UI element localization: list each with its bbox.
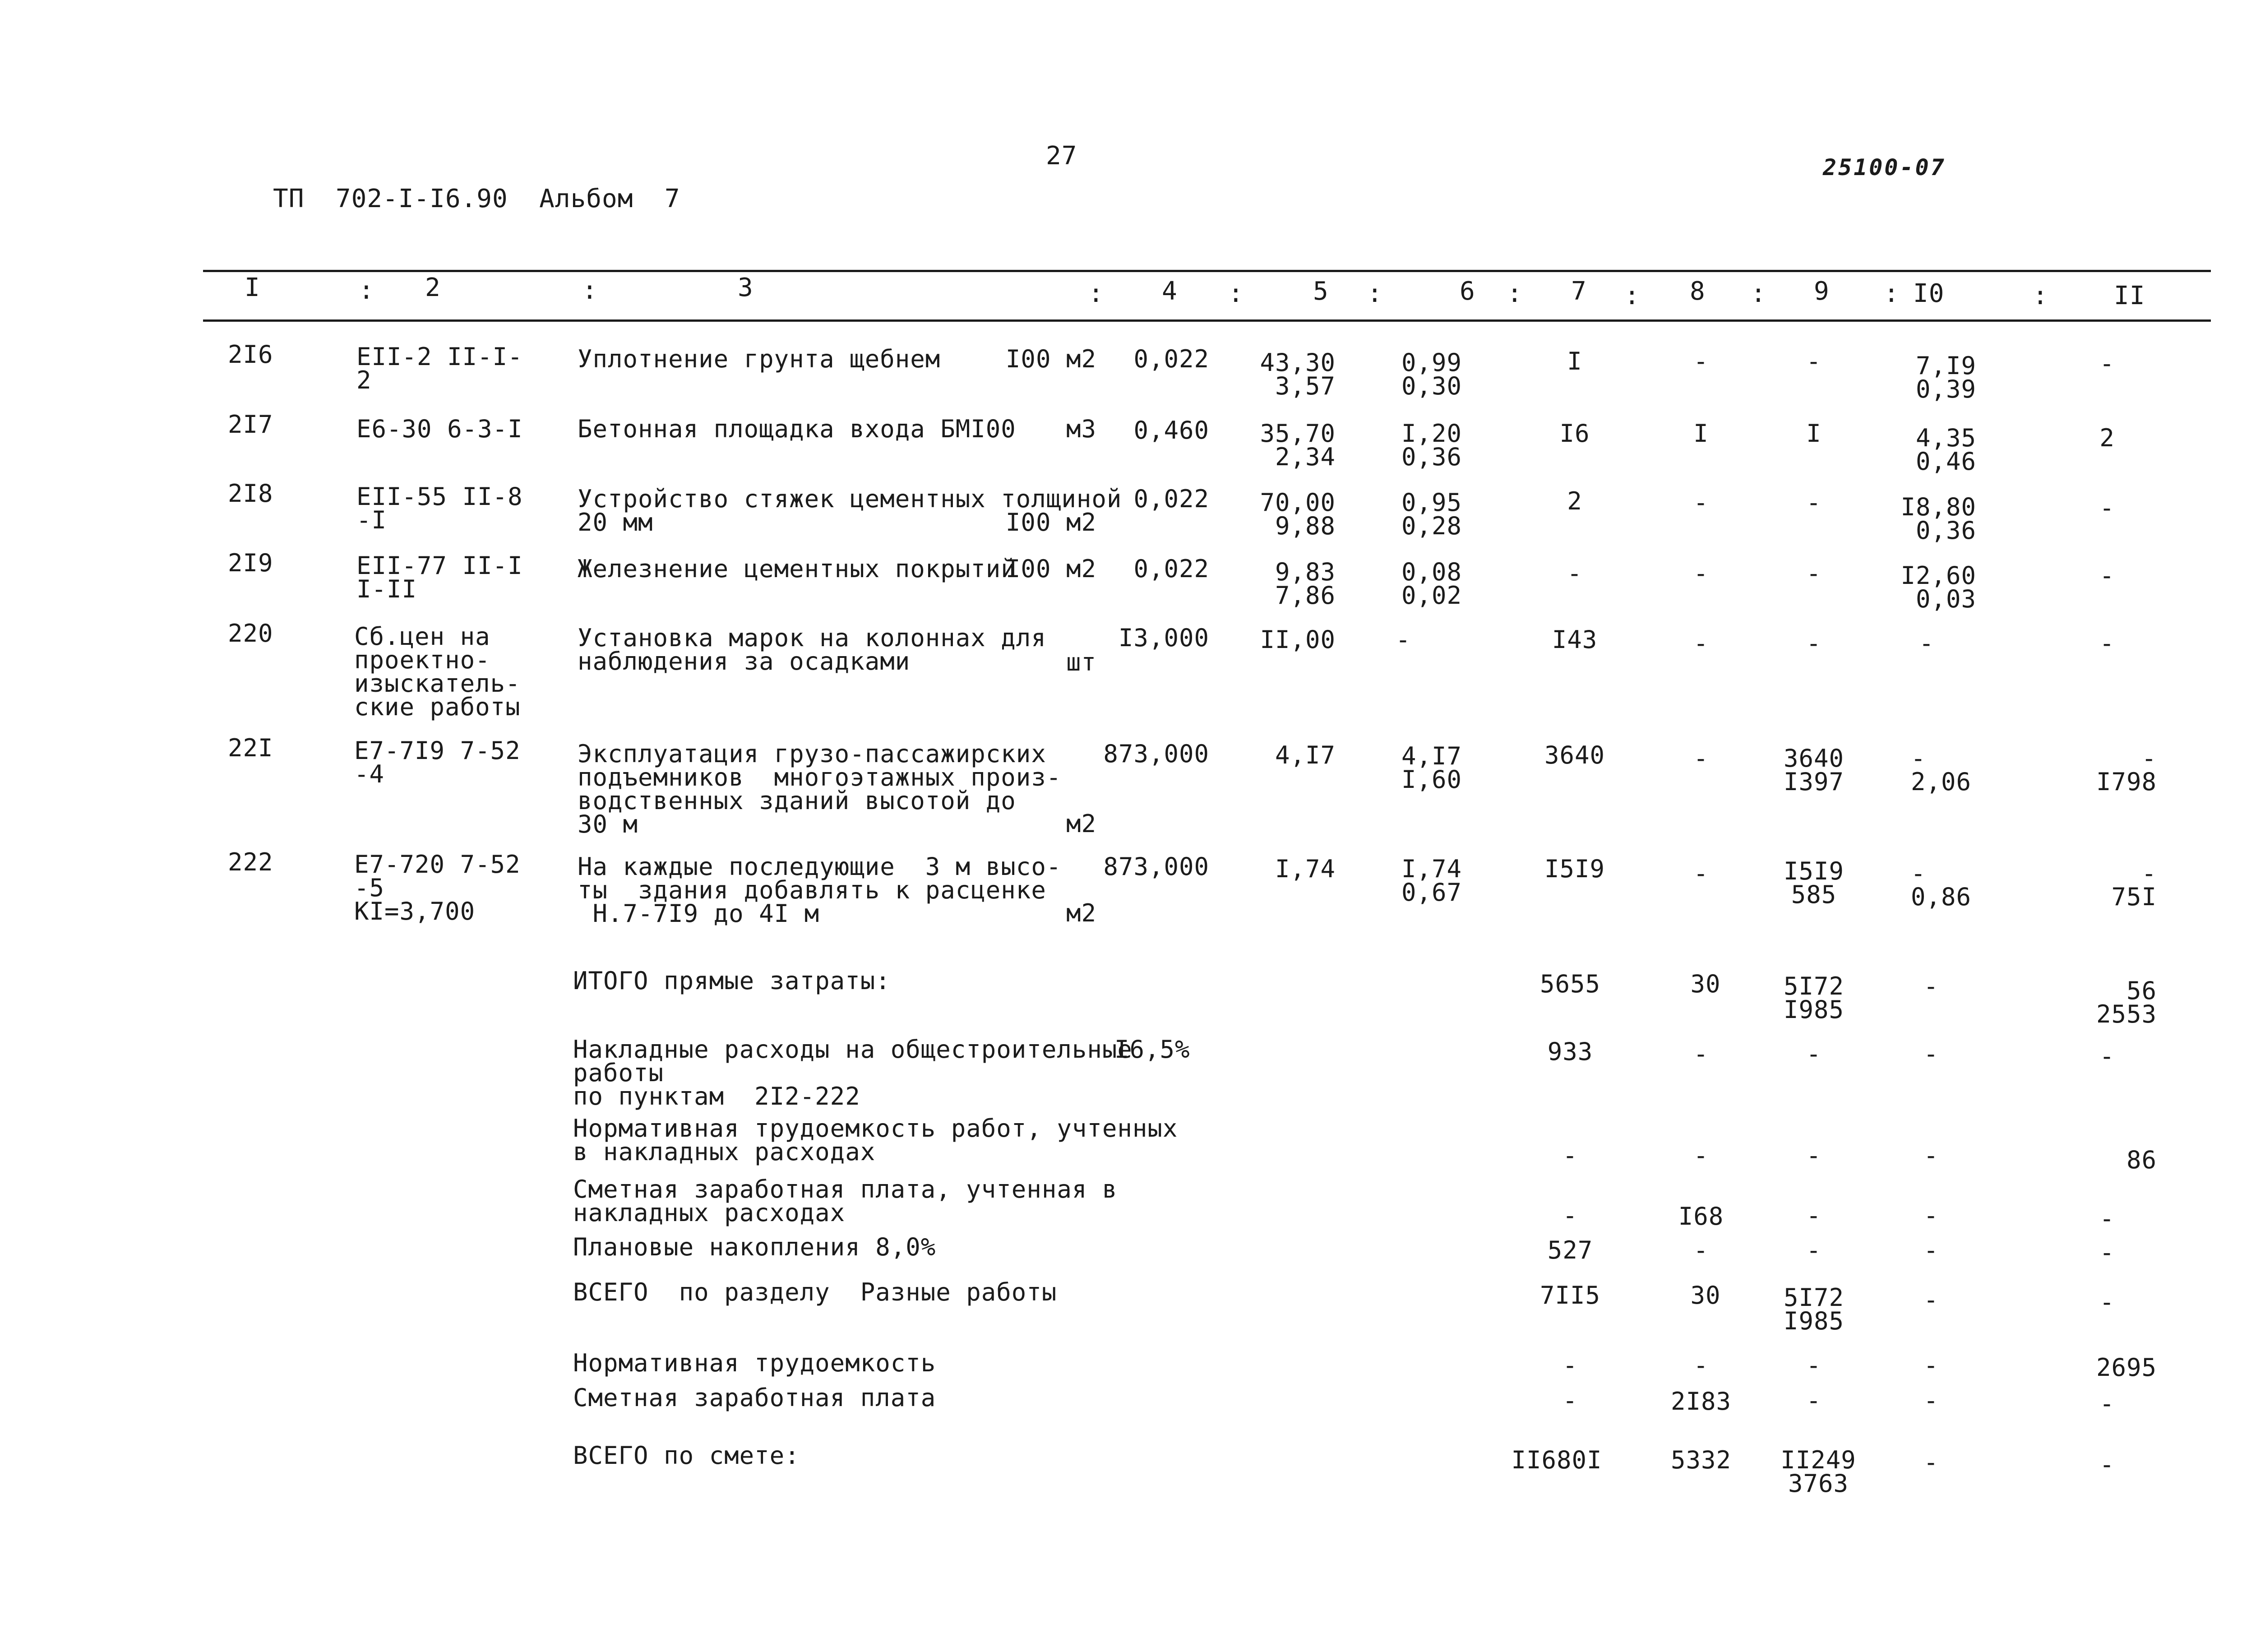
row-col11: - bbox=[2099, 349, 2115, 378]
row-col8: - bbox=[1693, 347, 1709, 375]
row-quantity: 0,022 bbox=[1133, 345, 1209, 373]
totals-col10: - bbox=[1923, 1141, 1939, 1170]
column-header: 7 bbox=[1571, 277, 1587, 306]
row-col8: I bbox=[1693, 419, 1709, 448]
row-description: Эксплуатация грузо-пассажирских подъемников многоэтажных произ- водственных зданий высотой до 30 м bbox=[578, 740, 1062, 838]
row-col8: - bbox=[1693, 859, 1709, 888]
totals-col8: - bbox=[1693, 1351, 1709, 1379]
totals-col9: - bbox=[1806, 1386, 1821, 1415]
totals-col10: - bbox=[1923, 1236, 1939, 1264]
totals-col7: 5655 bbox=[1539, 970, 1601, 998]
totals-col8: - bbox=[1693, 1141, 1709, 1170]
row-col6: 0,08 0,02 bbox=[1401, 558, 1462, 610]
row-col11: - bbox=[2099, 561, 2115, 590]
row-col9: - bbox=[1806, 559, 1821, 588]
row-code: EII-55 II-8 -I bbox=[356, 482, 523, 534]
row-col10: 7,I9 0,39 bbox=[1915, 352, 1976, 403]
column-header: 2 bbox=[425, 273, 441, 302]
row-quantity: 873,000 bbox=[1103, 852, 1209, 881]
row-number: 222 bbox=[228, 848, 273, 876]
totals-col7: - bbox=[1563, 1386, 1578, 1415]
row-col10: - 0,86 bbox=[1911, 859, 1972, 911]
totals-label: Сметная заработная плата, учтенная в накладных расходах bbox=[573, 1175, 1118, 1227]
totals-col9: - bbox=[1806, 1236, 1821, 1264]
totals-label: Сметная заработная плата bbox=[573, 1384, 936, 1412]
column-header: II bbox=[2114, 281, 2145, 310]
totals-col7: 527 bbox=[1547, 1236, 1593, 1264]
column-separator: : bbox=[2033, 281, 2048, 310]
row-col6: 4,I7 I,60 bbox=[1401, 742, 1462, 794]
row-col9: - bbox=[1806, 629, 1821, 657]
row-col7: I43 bbox=[1552, 625, 1598, 654]
row-code: E7-7I9 7-52 -4 bbox=[354, 736, 521, 788]
row-description: Уплотнение грунта щебнем bbox=[578, 345, 941, 373]
row-quantity: I3,000 bbox=[1118, 624, 1209, 652]
document-code: 25100-07 bbox=[1823, 154, 1946, 180]
row-col5: 43,30 3,57 bbox=[1260, 348, 1336, 400]
row-col5: II,00 bbox=[1260, 625, 1336, 654]
row-unit: I00 м2 bbox=[1005, 555, 1096, 583]
row-unit: м2 bbox=[1066, 810, 1096, 838]
row-unit: м2 bbox=[1066, 899, 1096, 927]
row-col10: - 2,06 bbox=[1911, 744, 1972, 796]
totals-col11: 86 bbox=[2126, 1146, 2157, 1174]
page-number: 27 bbox=[1046, 141, 1077, 171]
row-col8: - bbox=[1693, 629, 1709, 657]
column-header: I bbox=[245, 273, 260, 302]
totals-col10: - bbox=[1923, 1351, 1939, 1379]
column-separator: : bbox=[1228, 279, 1244, 308]
row-col9: 3640 I397 bbox=[1783, 744, 1845, 796]
row-number: 22I bbox=[228, 734, 273, 762]
column-separator: : bbox=[1751, 279, 1766, 308]
totals-col8: I68 bbox=[1678, 1202, 1724, 1231]
column-header: I0 bbox=[1913, 279, 1945, 308]
row-col10: I8,80 0,36 bbox=[1900, 493, 1976, 545]
totals-label: Накладные расходы на общестроительные работы по пунктам 2I2-222 bbox=[573, 1035, 1133, 1111]
document-reference: ТП 702-I-I6.90 Альбом 7 bbox=[273, 184, 680, 213]
totals-label: Нормативная трудоемкость работ, учтенных в накладных расходах bbox=[573, 1114, 1178, 1166]
totals-col11: - bbox=[2099, 1389, 2115, 1418]
column-separator: : bbox=[1884, 279, 1900, 308]
row-quantity: 0,460 bbox=[1133, 416, 1209, 444]
row-quantity: 0,022 bbox=[1133, 555, 1209, 583]
row-col5: 9,83 7,86 bbox=[1275, 558, 1336, 610]
table-top-rule bbox=[203, 270, 2211, 272]
column-separator: : bbox=[1367, 279, 1383, 308]
row-unit: I00 м2 bbox=[1005, 508, 1096, 537]
totals-col9: 5I72 I985 bbox=[1783, 1283, 1845, 1335]
row-unit: шт bbox=[1066, 648, 1096, 676]
row-col6: 0,95 0,28 bbox=[1401, 488, 1462, 540]
row-number: 2I8 bbox=[228, 479, 273, 508]
totals-col8: 30 bbox=[1690, 1281, 1721, 1310]
row-number: 220 bbox=[228, 619, 273, 648]
table-header-rule bbox=[203, 319, 2211, 322]
row-col5: 4,I7 bbox=[1275, 741, 1336, 769]
totals-col8: - bbox=[1693, 1236, 1709, 1264]
totals-label: ИТОГО прямые затраты: bbox=[573, 967, 891, 995]
row-col9: - bbox=[1806, 488, 1821, 517]
row-col7: I6 bbox=[1559, 419, 1590, 448]
totals-col10: - bbox=[1923, 1040, 1939, 1068]
row-code: E6-30 6-3-I bbox=[356, 415, 523, 443]
totals-label: ВСЕГО по разделу Разные работы bbox=[573, 1278, 1057, 1306]
row-col8: - bbox=[1693, 559, 1709, 588]
row-code: EII-2 II-I- 2 bbox=[356, 342, 523, 394]
row-col10: - bbox=[1919, 629, 1934, 657]
row-description: Железнение цементных покрытий bbox=[578, 555, 1016, 583]
row-col8: - bbox=[1693, 744, 1709, 773]
row-col9: I bbox=[1806, 419, 1821, 448]
totals-rate: I6,5% bbox=[1114, 1035, 1190, 1064]
row-col5: 35,70 2,34 bbox=[1260, 419, 1336, 471]
row-description: Устройство стяжек цементных толщиной 20 мм bbox=[578, 485, 1122, 537]
column-header: 9 bbox=[1814, 277, 1830, 306]
row-number: 2I6 bbox=[228, 340, 273, 369]
totals-col11: - bbox=[2099, 1204, 2115, 1233]
totals-col9: - bbox=[1806, 1201, 1821, 1230]
row-col10: I2,60 0,03 bbox=[1900, 561, 1976, 613]
row-col7: 3640 bbox=[1544, 741, 1605, 769]
row-col7: - bbox=[1567, 559, 1582, 588]
totals-col7: II680I bbox=[1511, 1446, 1602, 1474]
row-col10: 4,35 0,46 bbox=[1915, 424, 1976, 476]
row-unit: I00 м2 bbox=[1005, 345, 1096, 373]
totals-col11: - bbox=[2099, 1238, 2115, 1267]
totals-col7: 7II5 bbox=[1539, 1281, 1601, 1310]
totals-col10: - bbox=[1923, 1386, 1939, 1415]
totals-col9: - bbox=[1806, 1040, 1821, 1068]
row-col9: I5I9 585 bbox=[1783, 857, 1845, 909]
totals-col7: - bbox=[1563, 1351, 1578, 1379]
totals-label: Плановые накопления 8,0% bbox=[573, 1233, 936, 1261]
row-quantity: 0,022 bbox=[1133, 485, 1209, 513]
totals-col8: 30 bbox=[1690, 970, 1721, 998]
column-header: 8 bbox=[1690, 277, 1706, 306]
row-col5: 70,00 9,88 bbox=[1260, 488, 1336, 540]
row-col8: - bbox=[1693, 488, 1709, 517]
totals-col10: - bbox=[1923, 1448, 1939, 1476]
row-quantity: 873,000 bbox=[1103, 740, 1209, 768]
column-separator: : bbox=[582, 276, 598, 305]
row-col11: - 75I bbox=[2111, 859, 2157, 911]
totals-col8: 2I83 bbox=[1670, 1387, 1732, 1416]
totals-col9: - bbox=[1806, 1351, 1821, 1379]
totals-col7: - bbox=[1563, 1201, 1578, 1230]
row-code: Сб.цен на проектно- изыскатель- ские работы bbox=[354, 622, 521, 721]
totals-col11: - bbox=[2099, 1450, 2115, 1479]
totals-col11: - bbox=[2099, 1042, 2115, 1070]
row-col7: I5I9 bbox=[1544, 855, 1605, 883]
totals-col8: 5332 bbox=[1670, 1446, 1732, 1474]
column-header: 5 bbox=[1313, 277, 1329, 306]
row-description: На каждые последующие 3 м высо- ты здания добавлять к расценке Н.7-7I9 до 4I м bbox=[578, 852, 1062, 928]
column-header: 6 bbox=[1460, 277, 1475, 306]
row-col5: I,74 bbox=[1275, 855, 1336, 883]
row-number: 2I9 bbox=[228, 549, 273, 577]
column-header: 3 bbox=[738, 273, 754, 302]
column-separator: : bbox=[1507, 279, 1523, 308]
totals-col7: 933 bbox=[1547, 1037, 1593, 1066]
column-separator: : bbox=[1088, 279, 1104, 308]
row-col6: 0,99 0,30 bbox=[1401, 348, 1462, 400]
totals-col8: - bbox=[1693, 1040, 1709, 1068]
totals-col9: 5I72 I985 bbox=[1783, 972, 1845, 1024]
row-col11: - bbox=[2099, 629, 2115, 657]
totals-label: Нормативная трудоемкость bbox=[573, 1349, 936, 1377]
totals-col11: 56 2553 bbox=[2096, 976, 2157, 1028]
row-col11: 2 bbox=[2099, 424, 2115, 452]
column-header: 4 bbox=[1162, 277, 1178, 306]
totals-col11: 2695 bbox=[2096, 1353, 2157, 1382]
row-description: Установка марок на колоннах для наблюдения за осадками bbox=[578, 624, 1046, 676]
column-separator: : bbox=[1624, 281, 1640, 310]
totals-col9: - bbox=[1806, 1141, 1821, 1170]
totals-col10: - bbox=[1923, 1201, 1939, 1230]
row-col6: I,20 0,36 bbox=[1401, 419, 1462, 471]
totals-label: ВСЕГО по смете: bbox=[573, 1441, 800, 1470]
row-col7: I bbox=[1567, 347, 1582, 375]
row-code: E7-720 7-52 -5 KI=3,700 bbox=[354, 850, 521, 925]
row-col7: 2 bbox=[1567, 487, 1582, 515]
row-col6: I,74 0,67 bbox=[1401, 855, 1462, 907]
row-col9: - bbox=[1806, 347, 1821, 375]
totals-col7: - bbox=[1563, 1141, 1578, 1170]
row-code: EII-77 II-I I-II bbox=[356, 551, 523, 603]
column-separator: : bbox=[359, 276, 374, 305]
row-unit: м3 bbox=[1066, 415, 1096, 443]
row-col6: - bbox=[1396, 625, 1411, 654]
row-col11: - bbox=[2099, 494, 2115, 522]
totals-col10: - bbox=[1923, 1286, 1939, 1314]
totals-col11: - bbox=[2099, 1288, 2115, 1316]
row-number: 2I7 bbox=[228, 410, 273, 439]
totals-col9: II249 3763 bbox=[1780, 1446, 1856, 1498]
row-description: Бетонная площадка входа БМI00 bbox=[578, 415, 1016, 443]
totals-col10: - bbox=[1923, 972, 1939, 1000]
row-col11: - I798 bbox=[2096, 744, 2157, 796]
